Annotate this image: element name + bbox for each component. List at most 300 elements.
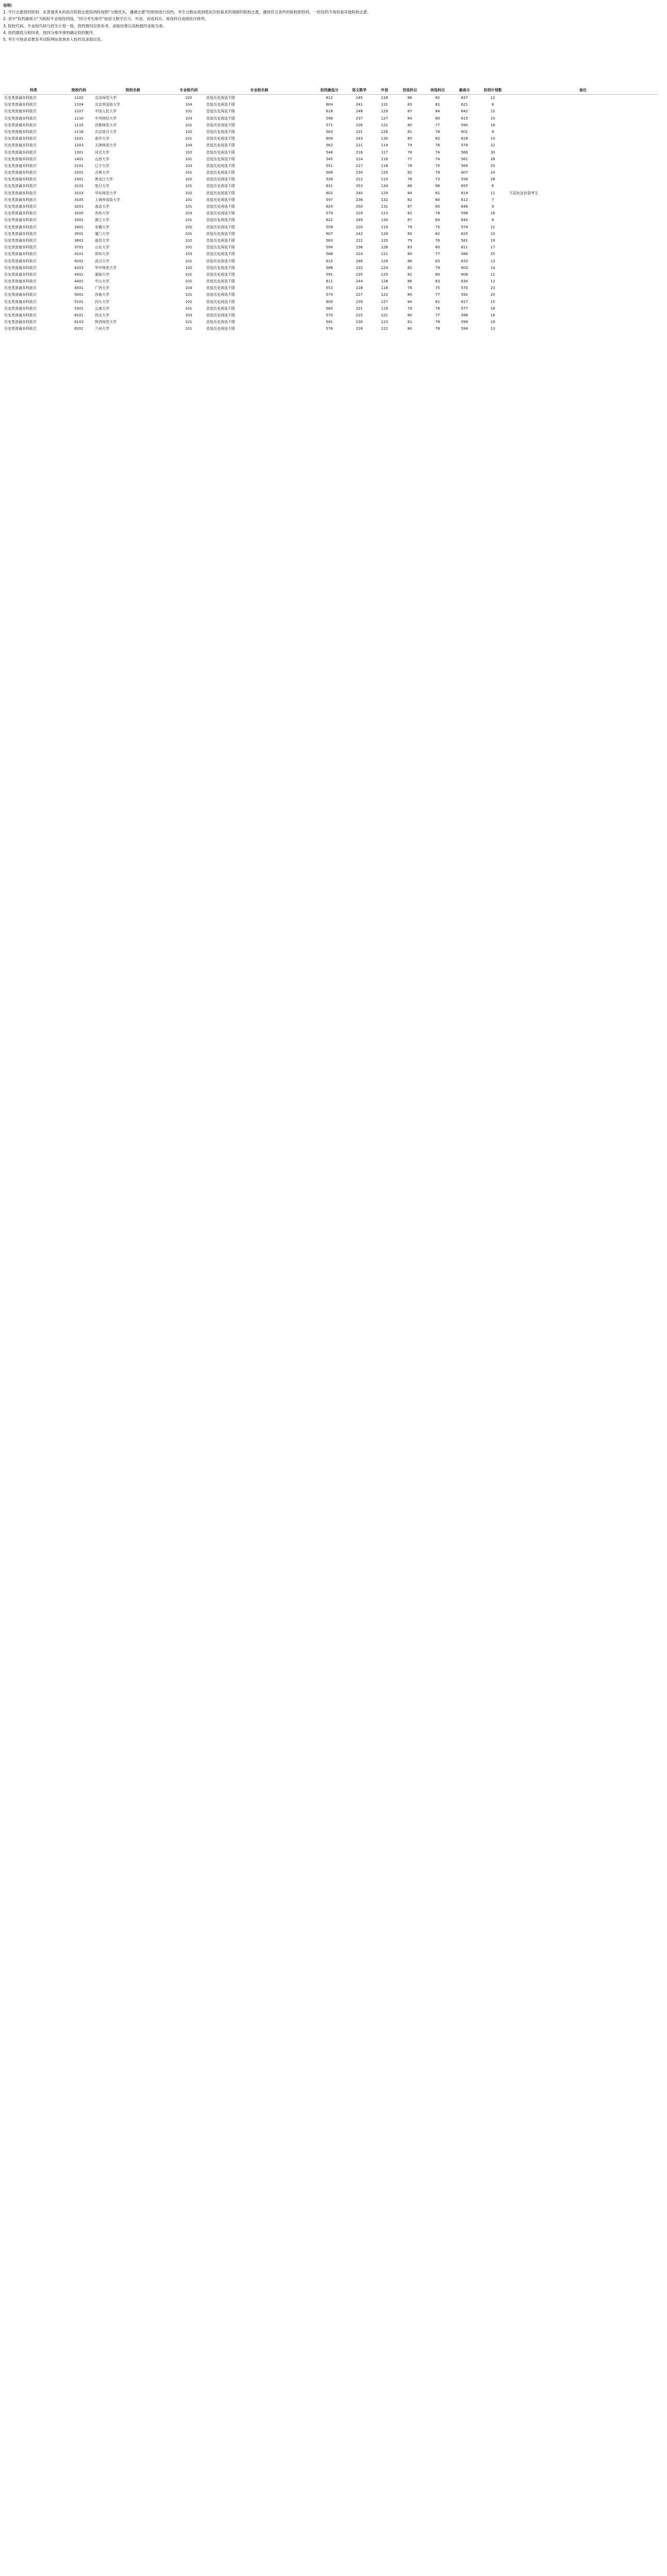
group-code-cell: 101 bbox=[185, 218, 192, 223]
max-score-cell: 570 bbox=[461, 286, 468, 291]
foreign-lang-cell: 130 bbox=[381, 218, 388, 223]
remark-cell bbox=[508, 224, 658, 231]
second-subject-cell: 76 bbox=[435, 306, 440, 311]
group-name-cell: 首选历史再选不限 bbox=[206, 116, 235, 121]
min-score-cell: 581 bbox=[326, 320, 333, 325]
chinese-math-cell: 214 bbox=[356, 157, 363, 161]
foreign-lang-cell: 129 bbox=[381, 259, 388, 263]
max-score-cell: 599 bbox=[461, 320, 468, 325]
first-subject-cell: 78 bbox=[407, 150, 412, 155]
table-row bbox=[3, 95, 658, 102]
table-row bbox=[3, 210, 658, 217]
school-code-cell: 1107 bbox=[74, 109, 84, 114]
note-line: 3. 院校代码、专业组代码与招生计划一致，投档情况仅供参考，录取结果以高校最终录取为准。 bbox=[3, 23, 167, 28]
first-subject-cell: 84 bbox=[407, 191, 412, 195]
plan-count-cell: 11 bbox=[490, 191, 495, 195]
school-code-cell: 6201 bbox=[74, 327, 84, 331]
second-subject-cell: 74 bbox=[435, 150, 440, 155]
max-score-cell: 566 bbox=[461, 150, 468, 155]
group-code-cell: 101 bbox=[185, 184, 192, 189]
chinese-math-cell: 249 bbox=[356, 218, 363, 223]
school-name-cell: 河北大学 bbox=[95, 150, 109, 155]
plan-count-cell: 13 bbox=[490, 259, 495, 263]
chinese-math-cell: 250 bbox=[356, 205, 363, 209]
chinese-math-cell: 246 bbox=[356, 259, 363, 263]
plan-count-cell: 9 bbox=[491, 205, 494, 209]
group-code-cell: 102 bbox=[185, 299, 192, 304]
school-code-cell: 1110 bbox=[74, 116, 84, 121]
header-cell: 首选科目 bbox=[396, 86, 424, 95]
school-code-cell: 2101 bbox=[74, 163, 84, 168]
group-name-cell: 首选历史再选不限 bbox=[206, 293, 235, 297]
school-name-cell: 中央财经大学 bbox=[95, 116, 116, 121]
plan-count-cell: 15 bbox=[490, 109, 495, 114]
first-subject-cell: 79 bbox=[407, 306, 412, 311]
category-cell: 历史类普通本科批次 bbox=[4, 103, 37, 107]
category-cell: 历史类普通本科批次 bbox=[4, 211, 37, 216]
school-name-cell: 南京大学 bbox=[95, 205, 109, 209]
second-subject-cell: 75 bbox=[435, 163, 440, 168]
max-score-cell: 579 bbox=[461, 143, 468, 148]
first-subject-cell: 86 bbox=[407, 259, 412, 263]
group-code-cell: 103 bbox=[185, 116, 192, 121]
table-row bbox=[3, 272, 658, 278]
foreign-lang-cell: 126 bbox=[381, 245, 388, 250]
chinese-math-cell: 221 bbox=[356, 306, 363, 311]
group-code-cell: 101 bbox=[185, 279, 192, 284]
group-name-cell: 首选历史再选不限 bbox=[206, 327, 235, 331]
school-code-cell: 3501 bbox=[74, 231, 84, 236]
group-code-cell: 102 bbox=[185, 96, 192, 100]
plan-count-cell: 20 bbox=[490, 163, 495, 168]
table-row bbox=[3, 244, 658, 251]
foreign-lang-cell: 127 bbox=[381, 116, 388, 121]
plan-count-cell: 20 bbox=[490, 293, 495, 297]
first-subject-cell: 80 bbox=[407, 123, 412, 127]
school-name-cell: 云南大学 bbox=[95, 306, 109, 311]
school-name-cell: 陕西师范大学 bbox=[95, 320, 116, 325]
second-subject-cell: 77 bbox=[435, 313, 440, 317]
school-name-cell: 苏州大学 bbox=[95, 211, 109, 216]
school-code-cell: 5001 bbox=[74, 293, 84, 297]
remark-cell bbox=[508, 183, 658, 190]
first-subject-cell: 80 bbox=[407, 327, 412, 331]
min-score-cell: 607 bbox=[326, 231, 333, 236]
school-code-cell: 1401 bbox=[74, 157, 84, 161]
table-row bbox=[3, 285, 658, 292]
school-code-cell: 6103 bbox=[74, 320, 84, 325]
plan-count-cell: 19 bbox=[490, 320, 495, 325]
min-score-cell: 586 bbox=[326, 265, 333, 270]
table-row bbox=[3, 217, 658, 224]
foreign-lang-cell: 123 bbox=[381, 211, 388, 216]
min-score-cell: 604 bbox=[326, 103, 333, 107]
second-subject-cell: 80 bbox=[435, 272, 440, 277]
remark-cell bbox=[508, 326, 658, 332]
plan-count-cell: 14 bbox=[490, 137, 495, 141]
school-code-cell: 2201 bbox=[74, 171, 84, 175]
second-subject-cell: 81 bbox=[435, 103, 440, 107]
group-code-cell: 101 bbox=[185, 123, 192, 127]
school-name-cell: 吉林大学 bbox=[95, 171, 109, 175]
category-cell: 历史类普通本科批次 bbox=[4, 259, 37, 263]
table-row bbox=[3, 163, 658, 170]
foreign-lang-cell: 124 bbox=[381, 265, 388, 270]
max-score-cell: 586 bbox=[461, 252, 468, 257]
note-line: 1. 平行志愿投档原则：在普通类本科批次院校志愿投档时按照"分数优先、遵循志愿"的原则进行投档，考生分数由高到低依次检索其所填报的院校志愿，遇到符合条件的院校即投档，一经投档不再检索其他院校志愿。 bbox=[3, 10, 371, 15]
chinese-math-cell: 216 bbox=[356, 150, 363, 155]
remark-cell bbox=[508, 319, 658, 326]
category-cell: 历史类普通本科批次 bbox=[4, 327, 37, 331]
foreign-lang-cell: 125 bbox=[381, 272, 388, 277]
category-cell: 历史类普通本科批次 bbox=[4, 171, 37, 175]
second-subject-cell: 84 bbox=[435, 218, 440, 223]
school-code-cell: 1102 bbox=[74, 96, 84, 100]
min-score-cell: 598 bbox=[326, 116, 333, 121]
max-score-cell: 574 bbox=[461, 225, 468, 229]
group-name-cell: 首选历史再选不限 bbox=[206, 197, 235, 202]
plan-count-cell: 9 bbox=[491, 129, 494, 134]
school-name-cell: 中山大学 bbox=[95, 279, 109, 284]
max-score-cell: 633 bbox=[461, 259, 468, 263]
max-score-cell: 556 bbox=[461, 177, 468, 182]
table-row bbox=[3, 258, 658, 265]
foreign-lang-cell: 131 bbox=[381, 103, 388, 107]
group-name-cell: 首选历史再选不限 bbox=[206, 129, 235, 134]
plan-count-cell: 25 bbox=[490, 252, 495, 257]
group-name-cell: 首选历史再选不限 bbox=[206, 137, 235, 141]
plan-count-cell: 23 bbox=[490, 286, 495, 291]
remark-cell bbox=[508, 292, 658, 298]
first-subject-cell: 79 bbox=[407, 238, 412, 243]
category-cell: 历史类普通本科批次 bbox=[4, 184, 37, 189]
remark-cell bbox=[508, 238, 658, 244]
table-row bbox=[3, 231, 658, 238]
category-cell: 历史类普通本科批次 bbox=[4, 252, 37, 257]
school-code-cell: 5101 bbox=[74, 299, 84, 304]
group-name-cell: 首选历史再选不限 bbox=[206, 272, 235, 277]
foreign-lang-cell: 128 bbox=[381, 279, 388, 284]
min-score-cell: 624 bbox=[326, 205, 333, 209]
first-subject-cell: 81 bbox=[407, 129, 412, 134]
group-code-cell: 102 bbox=[185, 150, 192, 155]
group-name-cell: 首选历史再选不限 bbox=[206, 205, 235, 209]
remark-cell bbox=[508, 115, 658, 122]
foreign-lang-cell: 119 bbox=[381, 143, 388, 148]
foreign-lang-cell: 116 bbox=[381, 157, 388, 161]
chinese-math-cell: 230 bbox=[356, 320, 363, 325]
header-cell: 专业组代码 bbox=[172, 86, 205, 95]
table-row bbox=[3, 142, 658, 149]
foreign-lang-cell: 119 bbox=[381, 306, 388, 311]
admission-table bbox=[3, 86, 658, 333]
school-code-cell: 4301 bbox=[74, 272, 84, 277]
min-score-cell: 589 bbox=[326, 171, 333, 175]
second-subject-cell: 75 bbox=[435, 225, 440, 229]
max-score-cell: 637 bbox=[461, 96, 468, 100]
second-subject-cell: 82 bbox=[435, 137, 440, 141]
second-subject-cell: 82 bbox=[435, 96, 440, 100]
remark-cell bbox=[508, 272, 658, 278]
plan-count-cell: 8 bbox=[491, 218, 494, 223]
second-subject-cell: 78 bbox=[435, 320, 440, 325]
table-row bbox=[3, 156, 658, 163]
max-score-cell: 655 bbox=[461, 184, 468, 189]
group-code-cell: 101 bbox=[185, 109, 192, 114]
table-row bbox=[3, 265, 658, 272]
first-subject-cell: 83 bbox=[407, 245, 412, 250]
max-score-cell: 612 bbox=[461, 197, 468, 202]
table-row bbox=[3, 306, 658, 312]
second-subject-cell: 79 bbox=[435, 265, 440, 270]
first-subject-cell: 79 bbox=[407, 225, 412, 229]
group-name-cell: 首选历史再选不限 bbox=[206, 171, 235, 175]
first-subject-cell: 82 bbox=[407, 197, 412, 202]
plan-count-cell: 16 bbox=[490, 313, 495, 317]
first-subject-cell: 80 bbox=[407, 252, 412, 257]
first-subject-cell: 77 bbox=[407, 157, 412, 161]
category-cell: 历史类普通本科批次 bbox=[4, 96, 37, 100]
max-score-cell: 617 bbox=[461, 299, 468, 304]
school-code-cell: 3601 bbox=[74, 238, 84, 243]
plan-count-cell: 12 bbox=[490, 96, 495, 100]
min-score-cell: 615 bbox=[326, 259, 333, 263]
plan-count-cell: 6 bbox=[491, 184, 494, 189]
max-score-cell: 615 bbox=[461, 116, 468, 121]
remark-cell bbox=[508, 312, 658, 319]
first-subject-cell: 86 bbox=[407, 279, 412, 284]
group-code-cell: 103 bbox=[185, 313, 192, 317]
group-name-cell: 首选历史再选不限 bbox=[206, 231, 235, 236]
foreign-lang-cell: 130 bbox=[381, 137, 388, 141]
chinese-math-cell: 226 bbox=[356, 123, 363, 127]
first-subject-cell: 85 bbox=[407, 231, 412, 236]
chinese-math-cell: 228 bbox=[356, 327, 363, 331]
chinese-math-cell: 253 bbox=[356, 184, 363, 189]
school-name-cell: 华东师范大学 bbox=[95, 191, 116, 195]
school-code-cell: 4501 bbox=[74, 286, 84, 291]
school-name-cell: 山西大学 bbox=[95, 157, 109, 161]
group-name-cell: 首选历史再选不限 bbox=[206, 96, 235, 100]
max-score-cell: 607 bbox=[461, 171, 468, 175]
group-code-cell: 101 bbox=[185, 293, 192, 297]
category-cell: 历史类普通本科批次 bbox=[4, 157, 37, 161]
school-code-cell: 3201 bbox=[74, 205, 84, 209]
remark-cell bbox=[508, 299, 658, 306]
school-code-cell: 1201 bbox=[74, 137, 84, 141]
min-score-cell: 594 bbox=[326, 245, 333, 250]
group-code-cell: 104 bbox=[185, 143, 192, 148]
min-score-cell: 562 bbox=[326, 143, 333, 148]
chinese-math-cell: 227 bbox=[356, 293, 363, 297]
chinese-math-cell: 225 bbox=[356, 313, 363, 317]
max-score-cell: 588 bbox=[461, 313, 468, 317]
group-name-cell: 首选历史再选不限 bbox=[206, 225, 235, 229]
group-code-cell: 101 bbox=[185, 157, 192, 161]
min-score-cell: 553 bbox=[326, 286, 333, 291]
min-score-cell: 583 bbox=[326, 129, 333, 134]
chinese-math-cell: 231 bbox=[356, 129, 363, 134]
remark-cell: 不招色盲色弱考生 bbox=[509, 191, 538, 195]
group-code-cell: 101 bbox=[185, 245, 192, 250]
remark-cell bbox=[508, 278, 658, 285]
first-subject-cell: 76 bbox=[407, 177, 412, 182]
category-cell: 历史类普通本科批次 bbox=[4, 299, 37, 304]
header-cell: 语文数学 bbox=[345, 86, 373, 95]
max-score-cell: 592 bbox=[461, 293, 468, 297]
school-code-cell: 4101 bbox=[74, 252, 84, 257]
school-name-cell: 北京语言大学 bbox=[95, 129, 116, 134]
second-subject-cell: 80 bbox=[435, 245, 440, 250]
min-score-cell: 568 bbox=[326, 252, 333, 257]
second-subject-cell: 77 bbox=[435, 123, 440, 127]
category-cell: 历史类普通本科批次 bbox=[4, 137, 37, 141]
group-name-cell: 首选历史再选不限 bbox=[206, 245, 235, 250]
school-code-cell: 4201 bbox=[74, 259, 84, 263]
category-cell: 历史类普通本科批次 bbox=[4, 306, 37, 311]
plan-count-cell: 10 bbox=[490, 231, 495, 236]
min-score-cell: 545 bbox=[326, 157, 333, 161]
category-cell: 历史类普通本科批次 bbox=[4, 272, 37, 277]
max-score-cell: 601 bbox=[461, 129, 468, 134]
min-score-cell: 539 bbox=[326, 177, 333, 182]
group-name-cell: 首选历史再选不限 bbox=[206, 265, 235, 270]
min-score-cell: 579 bbox=[326, 211, 333, 216]
remark-cell bbox=[508, 251, 658, 258]
chinese-math-cell: 234 bbox=[356, 171, 363, 175]
table-row bbox=[3, 326, 658, 332]
plan-count-cell: 21 bbox=[490, 225, 495, 229]
school-name-cell: 郑州大学 bbox=[95, 252, 109, 257]
group-code-cell: 102 bbox=[185, 265, 192, 270]
chinese-math-cell: 224 bbox=[356, 252, 363, 257]
group-name-cell: 首选历史再选不限 bbox=[206, 286, 235, 291]
header-cell: 院校代码 bbox=[64, 86, 94, 95]
min-score-cell: 600 bbox=[326, 299, 333, 304]
remark-cell bbox=[508, 231, 658, 238]
plan-count-cell: 12 bbox=[490, 272, 495, 277]
school-name-cell: 山东大学 bbox=[95, 245, 109, 250]
foreign-lang-cell: 123 bbox=[381, 320, 388, 325]
group-name-cell: 首选历史再选不限 bbox=[206, 320, 235, 325]
school-name-cell: 南开大学 bbox=[95, 137, 109, 141]
notes-title: 说明: bbox=[3, 3, 12, 8]
group-code-cell: 102 bbox=[185, 177, 192, 182]
school-code-cell: 3103 bbox=[74, 191, 84, 195]
school-code-cell: 3105 bbox=[74, 197, 84, 202]
second-subject-cell: 83 bbox=[435, 259, 440, 263]
second-subject-cell: 76 bbox=[435, 143, 440, 148]
min-score-cell: 622 bbox=[326, 218, 333, 223]
remark-cell bbox=[508, 129, 658, 135]
category-cell: 历史类普通本科批次 bbox=[4, 225, 37, 229]
table-body bbox=[3, 95, 658, 333]
remark-cell bbox=[508, 149, 658, 156]
school-name-cell: 辽宁大学 bbox=[95, 163, 109, 168]
school-name-cell: 上海外国语大学 bbox=[95, 197, 120, 202]
category-cell: 历史类普通本科批次 bbox=[4, 218, 37, 223]
foreign-lang-cell: 129 bbox=[381, 191, 388, 195]
category-cell: 历史类普通本科批次 bbox=[4, 320, 37, 325]
category-cell: 历史类普通本科批次 bbox=[4, 205, 37, 209]
max-score-cell: 642 bbox=[461, 109, 468, 114]
second-subject-cell: 85 bbox=[435, 205, 440, 209]
school-name-cell: 西南大学 bbox=[95, 293, 109, 297]
remark-cell bbox=[508, 244, 658, 251]
chinese-math-cell: 243 bbox=[356, 137, 363, 141]
first-subject-cell: 81 bbox=[407, 320, 412, 325]
table-row bbox=[3, 115, 658, 122]
plan-count-cell: 22 bbox=[490, 143, 495, 148]
max-score-cell: 646 bbox=[461, 205, 468, 209]
second-subject-cell: 74 bbox=[435, 157, 440, 161]
group-code-cell: 101 bbox=[185, 205, 192, 209]
school-code-cell: 3101 bbox=[74, 184, 84, 189]
min-score-cell: 591 bbox=[326, 272, 333, 277]
chinese-math-cell: 239 bbox=[356, 299, 363, 304]
group-name-cell: 首选历史再选不限 bbox=[206, 103, 235, 107]
chinese-math-cell: 218 bbox=[356, 286, 363, 291]
chinese-math-cell: 212 bbox=[356, 177, 363, 182]
min-score-cell: 570 bbox=[326, 313, 333, 317]
category-cell: 历史类普通本科批次 bbox=[4, 313, 37, 317]
school-name-cell: 复旦大学 bbox=[95, 184, 109, 189]
school-name-cell: 兰州大学 bbox=[95, 327, 109, 331]
note-line: 2. 表中"投档最低分"为院校专业组投档线，"同分考生排序"按语文数学总分、外语、首选科目、再选科目成绩依次排列。 bbox=[3, 16, 209, 22]
category-cell: 历史类普通本科批次 bbox=[4, 177, 37, 182]
foreign-lang-cell: 119 bbox=[381, 225, 388, 229]
second-subject-cell: 81 bbox=[435, 299, 440, 304]
group-code-cell: 104 bbox=[185, 103, 192, 107]
school-name-cell: 安徽大学 bbox=[95, 225, 109, 229]
max-score-cell: 630 bbox=[461, 279, 468, 284]
table-row bbox=[3, 108, 658, 115]
min-score-cell: 618 bbox=[326, 109, 333, 114]
min-score-cell: 611 bbox=[326, 279, 333, 284]
second-subject-cell: 77 bbox=[435, 293, 440, 297]
first-subject-cell: 84 bbox=[407, 116, 412, 121]
chinese-math-cell: 236 bbox=[356, 197, 363, 202]
chinese-math-cell: 244 bbox=[356, 279, 363, 284]
foreign-lang-cell: 129 bbox=[381, 109, 388, 114]
header-cell: 科类 bbox=[3, 86, 64, 95]
chinese-math-cell: 235 bbox=[356, 272, 363, 277]
group-name-cell: 首选历史再选不限 bbox=[206, 163, 235, 168]
school-name-cell: 武汉大学 bbox=[95, 259, 109, 263]
plan-count-cell: 7 bbox=[491, 197, 494, 202]
group-code-cell: 101 bbox=[185, 327, 192, 331]
second-subject-cell: 73 bbox=[435, 177, 440, 182]
remark-cell bbox=[508, 176, 658, 183]
group-name-cell: 首选历史再选不限 bbox=[206, 306, 235, 311]
second-subject-cell: 84 bbox=[435, 109, 440, 114]
notes-block bbox=[3, 2, 653, 43]
group-code-cell: 101 bbox=[185, 137, 192, 141]
remark-cell bbox=[508, 170, 658, 176]
max-score-cell: 611 bbox=[461, 245, 468, 250]
school-code-cell: 4203 bbox=[74, 265, 84, 270]
chinese-math-cell: 221 bbox=[356, 143, 363, 148]
chinese-math-cell: 236 bbox=[356, 245, 363, 250]
category-cell: 历史类普通本科批次 bbox=[4, 191, 37, 195]
first-subject-cell: 82 bbox=[407, 265, 412, 270]
table-row bbox=[3, 278, 658, 285]
group-code-cell: 103 bbox=[185, 252, 192, 257]
remark-cell bbox=[508, 204, 658, 210]
table-row bbox=[3, 122, 658, 129]
min-score-cell: 576 bbox=[326, 327, 333, 331]
plan-count-cell: 16 bbox=[490, 211, 495, 216]
